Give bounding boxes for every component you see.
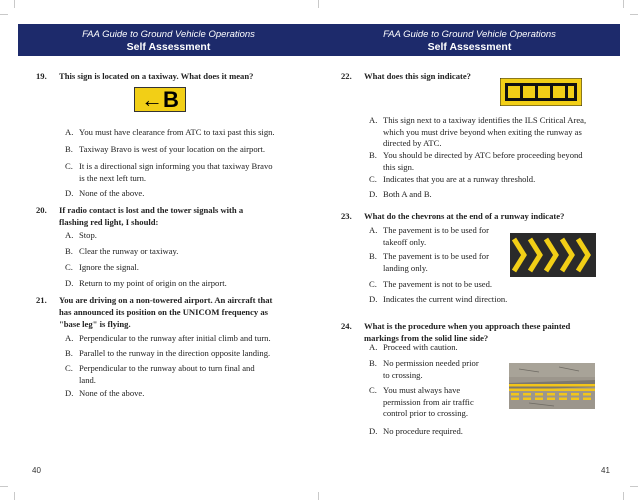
option-letter: C. — [369, 385, 377, 395]
option-text: You should be directed by ATC before proceeding beyond — [383, 150, 583, 160]
option-text: The pavement is to be used for — [383, 251, 489, 261]
option-text: which you must drive beyond when exiting the runway as — [383, 126, 582, 137]
question-text: flashing red light, I should: — [59, 217, 159, 227]
option-text: The pavement is not to be used. — [383, 279, 493, 289]
option-text: None of the above. — [79, 188, 145, 198]
option-text: land. — [79, 374, 96, 385]
guide-title: FAA Guide to Ground Vehicle Operations — [82, 29, 255, 40]
option-letter: A. — [65, 230, 74, 240]
option-letter: B. — [65, 348, 73, 358]
option-letter: B. — [65, 246, 73, 256]
option-text: You must always have — [383, 385, 461, 395]
question-text: What do the chevrons at the end of a runway indicate? — [364, 211, 565, 221]
question-number: 21. — [36, 295, 47, 305]
option-letter: D. — [65, 278, 74, 288]
answer-option — [65, 127, 315, 139]
option-text: Proceed with caution. — [383, 342, 458, 352]
answer-option — [65, 348, 315, 360]
question-number: 24. — [341, 321, 352, 331]
answer-option — [65, 230, 315, 242]
answer-option — [369, 342, 509, 354]
option-letter: D. — [65, 188, 74, 198]
answer-option — [65, 188, 315, 200]
option-letter: C. — [369, 279, 377, 289]
question-23 — [341, 210, 621, 224]
answer-option — [65, 333, 315, 345]
question-text: "base leg" is flying. — [59, 319, 131, 329]
option-text: takeoff only. — [383, 236, 427, 247]
question-number: 20. — [36, 205, 47, 215]
answer-option — [65, 161, 315, 185]
option-text: is the next left turn. — [79, 172, 147, 183]
answer-option — [369, 294, 631, 306]
section-title: Self Assessment — [126, 41, 211, 53]
option-text: Perpendicular to the runway about to turn final and — [79, 363, 255, 373]
answer-option — [369, 150, 631, 174]
option-text: this sign. — [383, 161, 415, 172]
option-text: to crossing. — [383, 369, 423, 380]
question-number: 19. — [36, 71, 47, 81]
answer-option — [65, 144, 315, 156]
answer-option — [369, 115, 631, 151]
option-letter: B. — [369, 358, 377, 368]
answer-option — [369, 251, 509, 275]
question-19 — [36, 70, 316, 84]
answer-option — [369, 279, 631, 291]
option-letter: D. — [369, 189, 378, 199]
option-text: No permission needed prior — [383, 358, 479, 368]
option-text: The pavement is to be used for — [383, 225, 489, 235]
option-letter: D. — [65, 388, 74, 398]
answer-option — [369, 174, 631, 186]
option-text: Clear the runway or taxiway. — [79, 246, 179, 256]
runway-chevron-markings — [510, 233, 596, 277]
option-text: This sign next to a taxiway identifies the ILS Critical Area, — [383, 115, 587, 125]
hold-line-marking-photo — [509, 363, 595, 409]
question-text: This sign is located on a taxiway. What does it mean? — [59, 71, 254, 81]
answer-option — [65, 262, 315, 274]
answer-option — [369, 358, 509, 382]
option-text: Taxiway Bravo is west of your location on the airport. — [79, 144, 266, 154]
option-letter: C. — [65, 161, 73, 171]
option-text: Stop. — [79, 230, 97, 240]
answer-option — [369, 426, 509, 438]
question-number: 23. — [341, 211, 352, 221]
option-letter: C. — [369, 174, 377, 184]
option-letter: C. — [65, 363, 73, 373]
question-text: has announced its position on the UNICOM frequency as — [59, 307, 268, 317]
question-text: If radio contact is lost and the tower signals with a — [59, 205, 244, 215]
option-text: It is a directional sign informing you that taxiway Bravo — [79, 161, 273, 171]
guide-title: FAA Guide to Ground Vehicle Operations — [383, 29, 556, 40]
page-header — [18, 24, 319, 56]
option-text: No procedure required. — [383, 426, 463, 436]
page-number: 40 — [32, 466, 41, 475]
option-text: Indicates that you are at a runway threshold. — [383, 174, 536, 184]
page-header — [319, 24, 620, 56]
option-letter: A. — [65, 127, 74, 137]
ils-critical-area-sign — [500, 78, 582, 106]
answer-option — [369, 189, 631, 201]
option-text: You must have clearance from ATC to taxi past this sign. — [79, 127, 275, 137]
option-text: directed by ATC. — [383, 138, 442, 148]
question-20 — [36, 204, 316, 230]
option-text: Indicates the current wind direction. — [383, 294, 508, 304]
option-text: control prior to crossing. — [383, 408, 468, 418]
answer-option — [369, 385, 509, 421]
answer-option — [65, 246, 315, 258]
option-letter: B. — [369, 150, 377, 160]
option-letter: A. — [369, 115, 378, 125]
option-letter: C. — [65, 262, 73, 272]
question-text: What is the procedure when you approach these painted — [364, 321, 571, 331]
option-text: Parallel to the runway in the direction opposite landing. — [79, 348, 271, 358]
option-text: Perpendicular to the runway after initial climb and turn. — [79, 333, 271, 343]
option-letter: B. — [65, 144, 73, 154]
answer-option — [65, 363, 315, 387]
option-text: landing only. — [383, 262, 428, 273]
option-text: permission from air traffic — [383, 396, 474, 407]
option-letter: D. — [369, 426, 378, 436]
question-text: You are driving on a non-towered airport. An aircraft that — [59, 295, 273, 305]
option-text: Return to my point of origin on the airport. — [79, 278, 227, 288]
option-letter: A. — [65, 333, 74, 343]
answer-option — [65, 388, 315, 400]
option-letter: D. — [369, 294, 378, 304]
page-number: 41 — [601, 466, 610, 475]
question-number: 22. — [341, 71, 352, 81]
option-text: None of the above. — [79, 388, 145, 398]
answer-option — [369, 225, 509, 249]
answer-option — [65, 278, 315, 290]
question-text: What does this sign indicate? — [364, 71, 471, 81]
option-text: Ignore the signal. — [79, 262, 139, 272]
taxiway-direction-sign: ←B — [134, 87, 186, 112]
option-letter: B. — [369, 251, 377, 261]
option-text: Both A and B. — [383, 189, 432, 199]
option-letter: A. — [369, 342, 378, 352]
section-title: Self Assessment — [427, 41, 512, 53]
question-21 — [36, 294, 316, 332]
question-text: markings from the solid line side? — [364, 333, 489, 343]
option-letter: A. — [369, 225, 378, 235]
